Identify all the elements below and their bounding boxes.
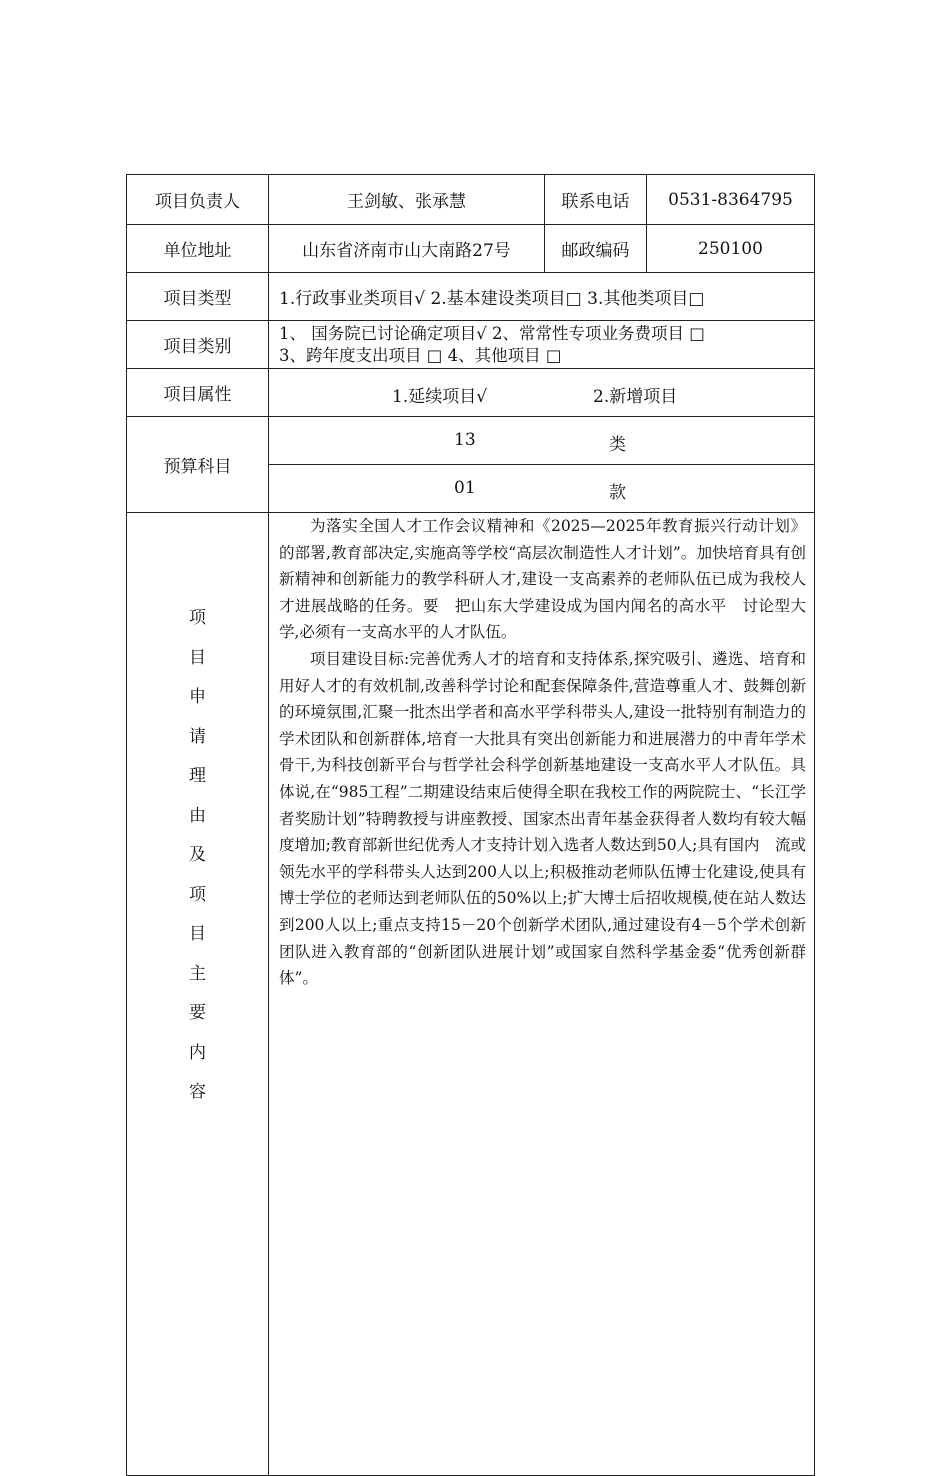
attribute-value — [269, 369, 815, 417]
phone-label: 联系电话 — [545, 175, 647, 225]
category-label: 项目类别 — [127, 321, 269, 369]
reason-label-char: 容 — [189, 1082, 206, 1102]
reason-row — [127, 513, 815, 1476]
reason-label-char: 理 — [189, 766, 206, 786]
reason-label-char: 要 — [189, 1003, 206, 1023]
reason-label-cell — [127, 513, 269, 1476]
category-line-1: 1、 国务院已讨论确定项目√ 2、常常性专项业务费项目 □ — [279, 323, 705, 343]
address-label: 单位地址 — [127, 225, 269, 273]
budget-class-unit: 类 — [609, 435, 626, 455]
attribute-option-new: 2.新增项目 — [593, 387, 678, 407]
budget-row-class — [127, 417, 815, 465]
reason-paragraph-2: 项目建设目标:完善优秀人才的培育和支持体系,探究吸引、遴选、培育和用好人才的有效机制,改善科学讨论和配套保障条件,营造尊重人才、鼓舞创新的环境氛围,汇聚一批杰出学者和高水平学科带头人,建设一批特别有制造力的学术团队和创新群体,培育一大批具有突出创新能力和进展潜力的中青年学术骨干,为科技创新平台与哲学社会科学创新基地建设一支高水平人才队伍。具体说,在“985工程”二期建设结束后使得全职在我校工作的两院院士、“长江学者奖励计划”特聘教授与讲座教授、国家杰出青年基金获得者人数均有较大幅度增加;教育部新世纪优秀人才支持计划入选者人数达到50人;具有国内 流或领先水平的学科带头人达到200人以上;积极推动老师队伍博士化建设,使具有博士学位的老师达到老师队伍的50%以上;扩大博士后招收规模,使在站人数达到200人以上;重点支持15－20个创新学术团队,通过建设有4－5个学术创新团队进入教育部的“创新团队进展计划”或国家自然科学基金委“优秀创新群体”。 — [279, 649, 806, 988]
reason-label-char: 目 — [189, 647, 206, 668]
budget-item-unit: 款 — [609, 483, 626, 503]
budget-label: 预算科目 — [127, 417, 269, 513]
address-row — [127, 225, 815, 273]
reason-vertical-label — [127, 513, 268, 1475]
reason-content — [269, 513, 815, 1476]
reason-label-char: 项 — [189, 884, 206, 905]
reason-label-char: 申 — [189, 687, 206, 707]
leader-value: 王剑敏、张承慧 — [269, 175, 545, 225]
leader-label: 项目负责人 — [127, 175, 269, 225]
attribute-row — [127, 369, 815, 417]
budget-item-cell — [269, 465, 815, 513]
category-line-2: 3、跨年度支出项目 □ 4、其他项目 □ — [279, 345, 562, 365]
reason-label-char: 内 — [189, 1042, 206, 1063]
attribute-label: 项目属性 — [127, 369, 269, 417]
type-row — [127, 273, 815, 321]
category-row — [127, 321, 815, 369]
reason-label-char: 请 — [189, 726, 206, 747]
phone-value: 0531-8364795 — [647, 175, 815, 225]
reason-label-char: 由 — [189, 805, 206, 826]
address-value: 山东省济南市山大南路27号 — [269, 225, 545, 273]
reason-label-char: 目 — [189, 924, 206, 944]
type-label: 项目类型 — [127, 273, 269, 321]
zip-label: 邮政编码 — [545, 225, 647, 273]
leader-row — [127, 175, 815, 225]
budget-class-number: 13 — [454, 430, 476, 450]
reason-label-char: 及 — [189, 845, 206, 865]
zip-value: 250100 — [647, 225, 815, 273]
attribute-option-continuing: 1.延续项目√ — [392, 387, 488, 407]
budget-item-number: 01 — [454, 478, 476, 498]
reason-paragraph-1: 为落实全国人才工作会议精神和《2025—2025年教育振兴行动计划》的部署,教育部决定,实施高等学校“高层次制造性人才计划”。加快培育具有创新精神和创新能力的教学科研人才,建设一支高素养的老师队伍已成为我校人才进展战略的任务。要 把山东大学建设成为国内闻名的高水平 讨论型大学,必须有一支高水平的人才队伍。 — [279, 517, 806, 642]
category-value — [269, 321, 815, 369]
reason-label-char: 主 — [189, 963, 206, 984]
budget-class-cell — [269, 417, 815, 465]
type-value: 1.行政事业类项目√ 2.基本建设类项目□ 3.其他类项目□ — [269, 273, 815, 321]
project-application-table — [126, 174, 815, 1476]
reason-label-char: 项 — [189, 608, 206, 628]
